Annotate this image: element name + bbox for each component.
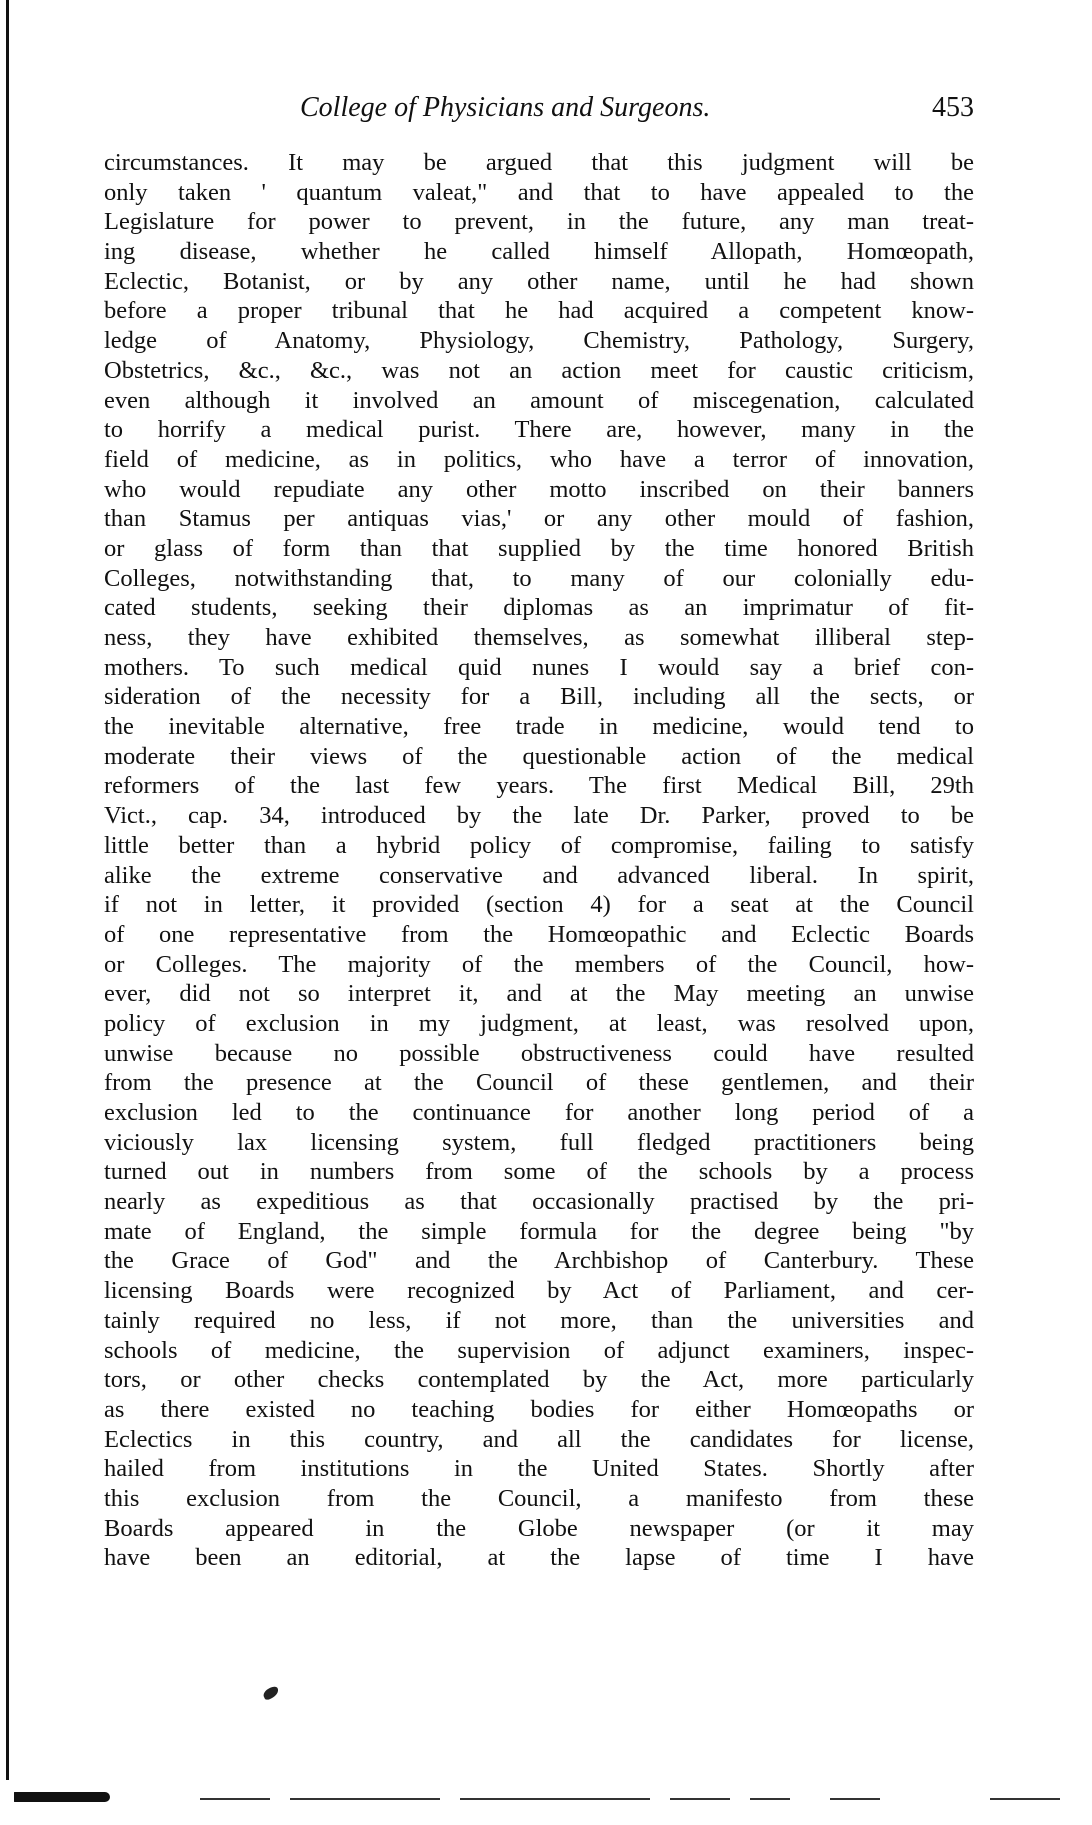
- text-line: reformers of the last few years. The first Medical Bill, 29th: [104, 772, 974, 800]
- text-line: the inevitable alternative, free trade in medicine, would tend to: [104, 713, 974, 741]
- footer-dash: [200, 1798, 270, 1800]
- text-line: even although it involved an amount of miscegenation, calculated: [104, 386, 974, 414]
- text-line: only taken ' quantum valeat," and that to have appealed to the: [104, 178, 974, 206]
- text-line: ing disease, whether he called himself Allopath, Homœopath,: [104, 238, 974, 266]
- text-line: policy of exclusion in my judgment, at least, was resolved upon,: [104, 1009, 974, 1037]
- text-line: nearly as expeditious as that occasionally practised by the pri-: [104, 1188, 974, 1216]
- footer-dash: [830, 1798, 880, 1800]
- text-line: cated students, seeking their diplomas as an imprimatur of fit-: [104, 594, 974, 622]
- text-line: as there existed no teaching bodies for either Homœopaths or: [104, 1395, 974, 1423]
- footer-dash: [750, 1798, 790, 1800]
- text-line: Obstetrics, &c., &c., was not an action meet for caustic criticism,: [104, 356, 974, 384]
- text-line: hailed from institutions in the United States. Shortly after: [104, 1455, 974, 1483]
- text-line: little better than a hybrid policy of compromise, failing to satisfy: [104, 831, 974, 859]
- text-line: mate of England, the simple formula for the degree being "by: [104, 1217, 974, 1245]
- text-line: Boards appeared in the Globe newspaper (or it may: [104, 1514, 974, 1542]
- text-line: mothers. To such medical quid nunes I would say a brief con-: [104, 653, 974, 681]
- text-line: Vict., cap. 34, introduced by the late Dr. Parker, proved to be: [104, 802, 974, 830]
- page-number: 453: [932, 92, 974, 123]
- text-line: viciously lax licensing system, full fledged practitioners being: [104, 1128, 974, 1156]
- body-text: [104, 148, 974, 1573]
- text-line: if not in letter, it provided (section 4) for a seat at the Council: [104, 891, 974, 919]
- text-line: tors, or other checks contemplated by the Act, more particularly: [104, 1366, 974, 1394]
- footer-blot: [14, 1792, 110, 1802]
- ink-blot-mark: [262, 1685, 281, 1701]
- text-line: alike the extreme conservative and advanced liberal. In spirit,: [104, 861, 974, 889]
- text-line: licensing Boards were recognized by Act of Parliament, and cer-: [104, 1277, 974, 1305]
- text-line: who would repudiate any other motto inscribed on their banners: [104, 475, 974, 503]
- text-line: from the presence at the Council of these gentlemen, and their: [104, 1069, 974, 1097]
- footer-dash: [460, 1798, 650, 1800]
- text-line: Eclectics in this country, and all the candidates for license,: [104, 1425, 974, 1453]
- text-line: Legislature for power to prevent, in the future, any man treat-: [104, 208, 974, 236]
- text-line: field of medicine, as in politics, who have a terror of innovation,: [104, 445, 974, 473]
- text-line: or Colleges. The majority of the members of the Council, how-: [104, 950, 974, 978]
- text-line: exclusion led to the continuance for another long period of a: [104, 1099, 974, 1126]
- footer-dash: [290, 1798, 440, 1800]
- text-line: tainly required no less, if not more, than the universities and: [104, 1306, 974, 1334]
- text-line: or glass of form than that supplied by the time honored British: [104, 534, 974, 562]
- text-line: have been an editorial, at the lapse of time I have: [104, 1544, 974, 1572]
- text-line: ness, they have exhibited themselves, as somewhat illiberal step-: [104, 624, 974, 651]
- text-line: before a proper tribunal that he had acquired a competent know-: [104, 297, 974, 325]
- text-line: ever, did not so interpret it, and at the May meeting an unwise: [104, 980, 974, 1008]
- text-line: than Stamus per antiquas vias,' or any other mould of fashion,: [104, 505, 974, 533]
- text-line: Colleges, notwithstanding that, to many of our colonially edu-: [104, 564, 974, 592]
- text-line: moderate their views of the questionable action of the medical: [104, 742, 974, 770]
- text-line: to horrify a medical purist. There are, however, many in the: [104, 416, 974, 444]
- text-line: the Grace of God" and the Archbishop of Canterbury. These: [104, 1247, 974, 1275]
- binding-edge-line: [6, 0, 9, 1780]
- footer-dash: [990, 1798, 1060, 1800]
- text-line: this exclusion from the Council, a manifesto from these: [104, 1484, 974, 1512]
- text-line: schools of medicine, the supervision of adjunct examiners, inspec-: [104, 1336, 974, 1364]
- text-line: unwise because no possible obstructiveness could have resulted: [104, 1039, 974, 1067]
- text-line: of one representative from the Homœopathic and Eclectic Boards: [104, 920, 974, 948]
- text-line: sideration of the necessity for a Bill, including all the sects, or: [104, 683, 974, 711]
- footer-scan-artifacts: [0, 1786, 1092, 1810]
- page-header: [104, 92, 974, 132]
- text-line: Eclectic, Botanist, or by any other name, until he had shown: [104, 267, 974, 295]
- footer-dash: [670, 1798, 730, 1800]
- running-title: College of Physicians and Surgeons.: [300, 92, 711, 123]
- text-line: circumstances. It may be argued that this judgment will be: [104, 149, 974, 176]
- text-line: ledge of Anatomy, Physiology, Chemistry, Pathology, Surgery,: [104, 327, 974, 355]
- text-line: turned out in numbers from some of the schools by a process: [104, 1158, 974, 1186]
